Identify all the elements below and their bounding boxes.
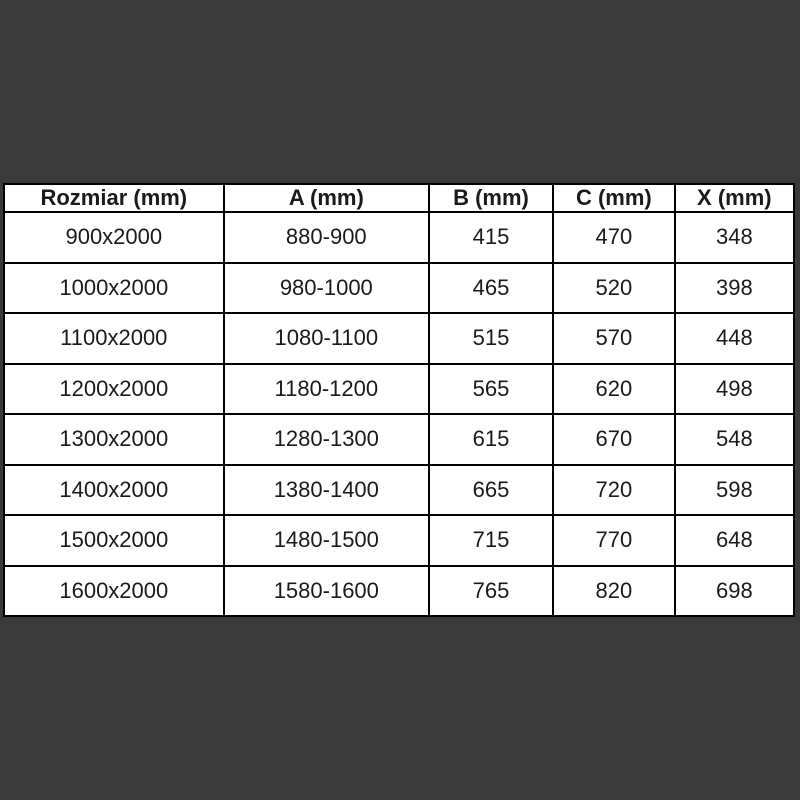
- table-cell: 1280-1300: [224, 414, 429, 465]
- column-header: A (mm): [224, 184, 429, 212]
- table-cell: 1080-1100: [224, 313, 429, 364]
- table-row: [4, 263, 794, 314]
- table-cell: 980-1000: [224, 263, 429, 314]
- table-cell: 1100x2000: [4, 313, 224, 364]
- table-cell: 415: [429, 212, 553, 263]
- size-table-container: [3, 183, 795, 617]
- table-cell: 565: [429, 364, 553, 415]
- column-header: Rozmiar (mm): [4, 184, 224, 212]
- table-cell: 620: [553, 364, 675, 415]
- table-row: [4, 212, 794, 263]
- table-cell: 398: [675, 263, 794, 314]
- table-cell: 1300x2000: [4, 414, 224, 465]
- table-cell: 880-900: [224, 212, 429, 263]
- table-cell: 648: [675, 515, 794, 566]
- table-cell: 820: [553, 566, 675, 617]
- table-cell: 1380-1400: [224, 465, 429, 516]
- table-cell: 1480-1500: [224, 515, 429, 566]
- table-cell: 598: [675, 465, 794, 516]
- table-cell: 720: [553, 465, 675, 516]
- size-table: [3, 183, 795, 617]
- table-cell: 715: [429, 515, 553, 566]
- table-cell: 770: [553, 515, 675, 566]
- table-cell: 1200x2000: [4, 364, 224, 415]
- table-row: [4, 364, 794, 415]
- table-cell: 765: [429, 566, 553, 617]
- table-cell: 1580-1600: [224, 566, 429, 617]
- table-row: [4, 566, 794, 617]
- table-cell: 470: [553, 212, 675, 263]
- table-cell: 515: [429, 313, 553, 364]
- table-cell: 665: [429, 465, 553, 516]
- table-cell: 1000x2000: [4, 263, 224, 314]
- table-cell: 498: [675, 364, 794, 415]
- header-row: [4, 184, 794, 212]
- table-row: [4, 515, 794, 566]
- table-cell: 448: [675, 313, 794, 364]
- table-cell: 348: [675, 212, 794, 263]
- column-header: C (mm): [553, 184, 675, 212]
- table-row: [4, 313, 794, 364]
- table-cell: 465: [429, 263, 553, 314]
- table-cell: 698: [675, 566, 794, 617]
- table-row: [4, 414, 794, 465]
- table-cell: 570: [553, 313, 675, 364]
- table-cell: 1500x2000: [4, 515, 224, 566]
- table-cell: 1600x2000: [4, 566, 224, 617]
- table-cell: 1400x2000: [4, 465, 224, 516]
- table-cell: 520: [553, 263, 675, 314]
- table-row: [4, 465, 794, 516]
- table-cell: 615: [429, 414, 553, 465]
- column-header: B (mm): [429, 184, 553, 212]
- table-cell: 670: [553, 414, 675, 465]
- table-cell: 548: [675, 414, 794, 465]
- table-cell: 1180-1200: [224, 364, 429, 415]
- column-header: X (mm): [675, 184, 794, 212]
- table-body: [4, 212, 794, 616]
- table-cell: 900x2000: [4, 212, 224, 263]
